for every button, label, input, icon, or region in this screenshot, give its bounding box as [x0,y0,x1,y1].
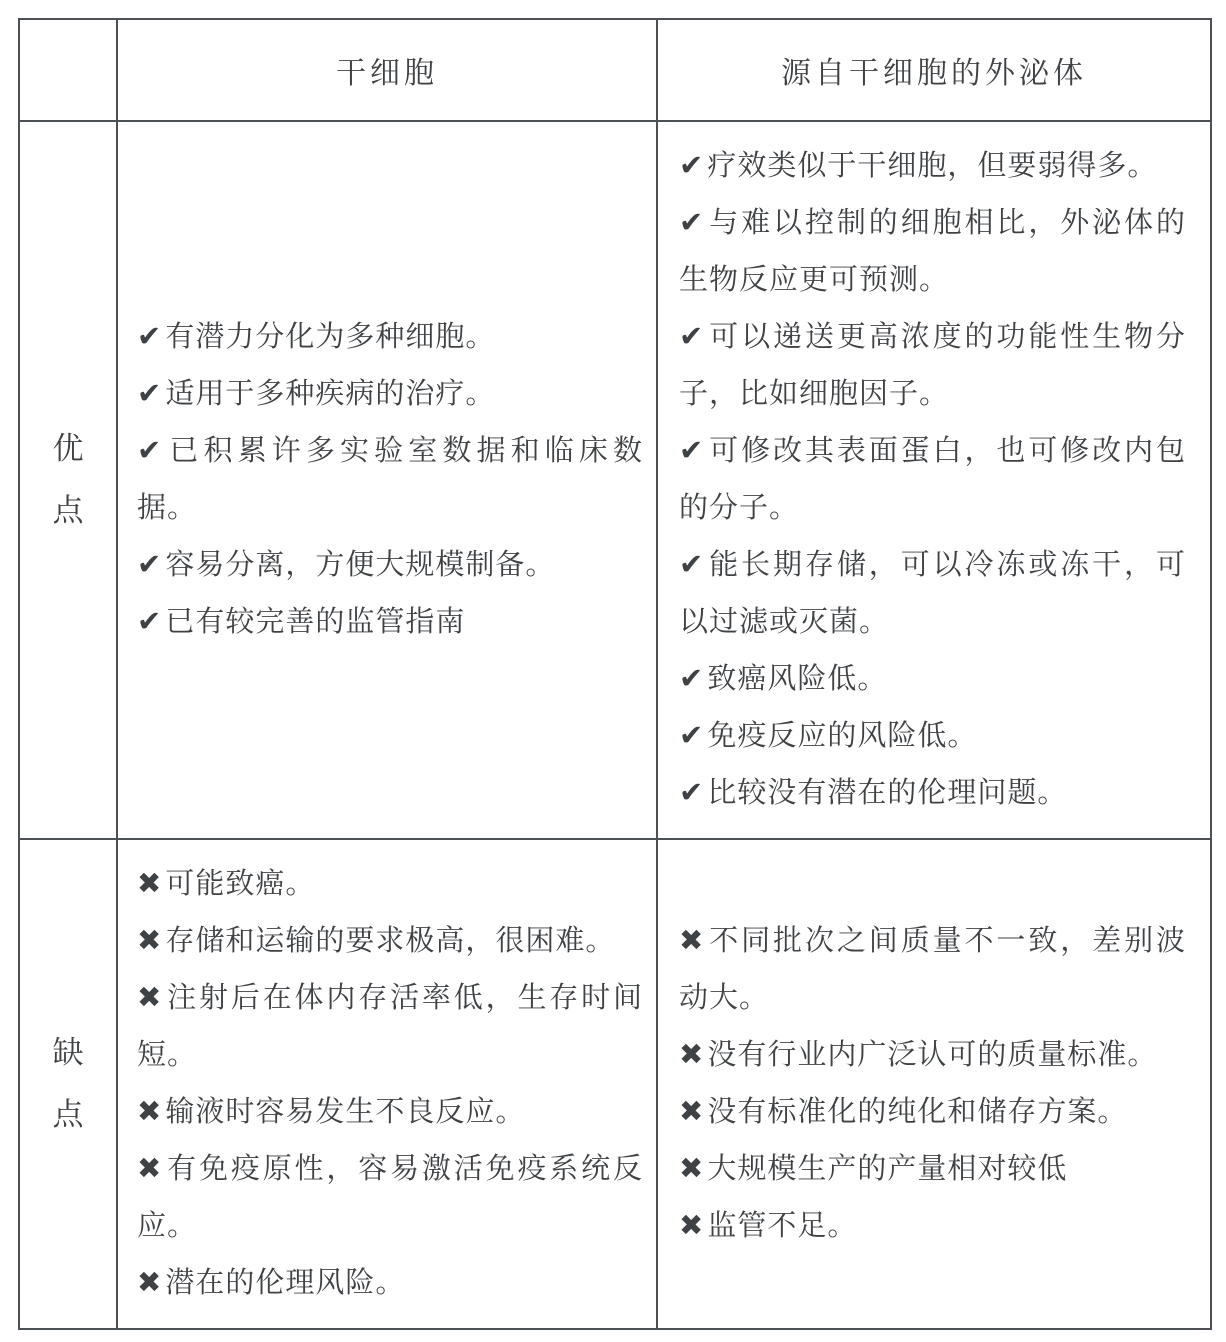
check-icon: ✔ [679,663,705,695]
cross-icon: ✖ [679,925,705,957]
list-item [137,537,643,594]
disadvantages-stem-cells-cell [117,839,657,1329]
list-item [679,913,1186,1027]
list-item [137,913,643,970]
list-item [137,1084,643,1141]
cross-icon: ✖ [137,868,163,900]
disadvantages-exosomes-cell [657,839,1211,1329]
item-text: 可以递送更高浓度的功能性生物分子，比如细胞因子。 [679,321,1186,410]
list-item [679,138,1186,195]
list-item [679,651,1186,708]
item-text: 疗效类似于干细胞，但要弱得多。 [707,150,1158,182]
item-text: 已积累许多实验室数据和临床数据。 [137,435,643,524]
item-text: 可修改其表面蛋白，也可修改内包的分子。 [679,435,1186,524]
check-icon: ✔ [679,777,705,809]
item-text: 存储和运输的要求极高，很困难。 [165,925,616,957]
list-item [137,423,643,537]
row-label-char: 优 [52,431,84,466]
list-item [679,1027,1186,1084]
advantages-row [19,121,1211,839]
list-item [137,856,643,913]
check-icon: ✔ [137,606,163,638]
item-text: 容易分离，方便大规模制备。 [165,549,556,581]
item-text: 没有行业内广泛认可的质量标准。 [707,1039,1158,1071]
list-item [679,309,1186,423]
item-text: 输液时容易发生不良反应。 [165,1096,526,1128]
item-text: 致癌风险低。 [707,663,888,695]
list-item [137,970,643,1084]
cross-icon: ✖ [137,1153,163,1185]
list-item [679,537,1186,651]
row-label-disadvantages [19,839,117,1329]
list-item [679,708,1186,765]
check-icon: ✔ [137,321,163,353]
item-text: 比较没有潜在的伦理问题。 [707,777,1068,809]
cross-icon: ✖ [137,1096,163,1128]
item-text: 已有较完善的监管指南 [165,606,466,638]
advantages-exosomes-cell [657,121,1211,839]
column-header-exosomes: 源自干细胞的外泌体 [657,19,1211,121]
list-item [679,1141,1186,1198]
row-label-char: 点 [52,493,84,528]
list-item [137,1141,643,1255]
list-item [679,1084,1186,1141]
column-header-stem-cells: 干细胞 [117,19,657,121]
item-text: 有潜力分化为多种细胞。 [165,321,496,353]
list-item [137,594,643,651]
check-icon: ✔ [679,435,705,467]
cross-icon: ✖ [679,1153,705,1185]
list-item [137,366,643,423]
cross-icon: ✖ [679,1096,705,1128]
check-icon: ✔ [679,207,705,239]
list-item [137,309,643,366]
item-text: 有免疫原性，容易激活免疫系统反应。 [137,1153,643,1242]
item-text: 能长期存储，可以冷冻或冻干，可以过滤或灭菌。 [679,549,1186,638]
list-item [679,423,1186,537]
list-item [679,1198,1186,1255]
row-label-advantages [19,121,117,839]
cross-icon: ✖ [679,1210,705,1242]
item-text: 没有标准化的纯化和储存方案。 [707,1096,1128,1128]
row-label-char: 缺 [52,1035,84,1070]
item-text: 不同批次之间质量不一致，差别波动大。 [679,925,1186,1014]
item-text: 注射后在体内存活率低，生存时间短。 [137,982,643,1071]
item-text: 适用于多种疾病的治疗。 [165,378,496,410]
check-icon: ✔ [679,549,705,581]
item-text: 监管不足。 [707,1210,858,1242]
item-text: 免疫反应的风险低。 [707,720,978,752]
list-item [679,195,1186,309]
disadvantages-row [19,839,1211,1329]
check-icon: ✔ [679,720,705,752]
stem-cell-vs-exosome-comparison-table [18,18,1212,1330]
check-icon: ✔ [679,150,705,182]
check-icon: ✔ [137,435,163,467]
item-text: 大规模生产的产量相对较低 [707,1153,1068,1185]
cross-icon: ✖ [137,1267,163,1299]
row-label-char: 点 [52,1097,84,1132]
item-text: 与难以控制的细胞相比，外泌体的生物反应更可预测。 [679,207,1186,296]
item-text: 可能致癌。 [165,868,316,900]
list-item [679,765,1186,822]
corner-cell [19,19,117,121]
cross-icon: ✖ [137,982,163,1014]
advantages-stem-cells-cell [117,121,657,839]
check-icon: ✔ [137,549,163,581]
cross-icon: ✖ [679,1039,705,1071]
header-row [19,19,1211,121]
list-item [137,1255,643,1312]
check-icon: ✔ [679,321,705,353]
check-icon: ✔ [137,378,163,410]
cross-icon: ✖ [137,925,163,957]
item-text: 潜在的伦理风险。 [165,1267,406,1299]
